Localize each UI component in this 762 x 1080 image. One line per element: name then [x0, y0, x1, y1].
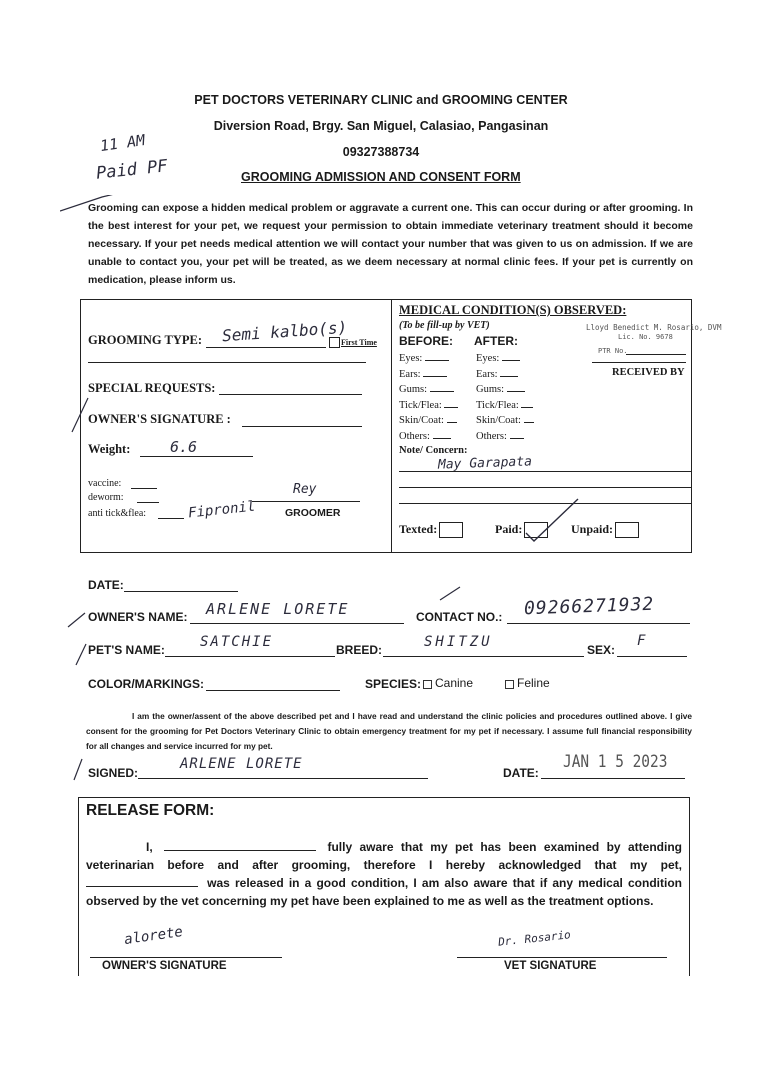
grooming-type-label: GROOMING TYPE:: [88, 333, 203, 347]
unpaid-label: Unpaid:: [571, 522, 614, 536]
tick-owner-sig: [72, 398, 88, 432]
before-skin-coat: Skin/Coat:: [399, 413, 458, 429]
signed-value[interactable]: ARLENE LORETE: [180, 756, 303, 772]
received-by-label: RECEIVED BY: [612, 367, 685, 378]
release-pet-blank[interactable]: [86, 886, 198, 887]
species-label: SPECIES:: [365, 677, 422, 691]
sex-label: SEX:: [587, 643, 616, 657]
owner-signature-value: alorete: [123, 923, 184, 949]
signed-date-label: DATE:: [503, 766, 539, 780]
weight-label: Weight:: [88, 442, 131, 456]
medical-condition-subtitle: (To be fill-up by VET): [399, 320, 490, 331]
before-eyes: Eyes:: [399, 351, 458, 367]
weight-value[interactable]: 6.6: [170, 438, 198, 456]
feline-label: Feline: [517, 676, 550, 690]
groomer-value: Rey: [293, 482, 317, 497]
breed-label: BREED:: [336, 643, 383, 657]
after-eyes: Eyes:: [476, 351, 534, 367]
groomer-label: GROOMER: [285, 507, 341, 519]
paid-label: Paid:: [495, 522, 523, 536]
clinic-phone: 09327388734: [342, 145, 420, 159]
vet-signature-value: Dr. Rosario: [497, 928, 572, 949]
tick-pet-name: [76, 644, 86, 665]
tick-intro: [60, 195, 235, 211]
vet-stamp-license: Lic. No. 9678: [618, 333, 673, 341]
texted-label: Texted:: [399, 522, 438, 536]
note-value[interactable]: May Garapata: [437, 454, 533, 473]
release-text-a: I,: [146, 840, 153, 854]
form-title: GROOMING ADMISSION AND CONSENT FORM: [241, 170, 521, 184]
before-ears: Ears:: [399, 367, 458, 383]
clinic-name: PET DOCTORS VETERINARY CLINIC and GROOMING CENTER: [194, 93, 568, 107]
after-skin-coat: Skin/Coat:: [476, 413, 534, 429]
canine-label: Canine: [435, 676, 474, 690]
special-requests-label: SPECIAL REQUESTS:: [88, 381, 216, 395]
intro-paragraph: Grooming can expose a hidden medical problem or aggravate a current one. This can occur during or after grooming. In the best interest for your pet, we request your permission to obtain immediate veterinary treatment should it become necessary. If your pet needs medical attention we will contact your number that was given to us on admission. If we are unable to contact you, your pet will be treated, as we deem necessary at normal clinic fees. If your pet is currently on medication, please inform us.: [88, 202, 693, 286]
medical-condition-title: MEDICAL CONDITION(S) OBSERVED:: [399, 303, 627, 317]
consent-paragraph: I am the owner/assent of the above described pet and I have read and understand the clinic policies and procedures outlined above. I give consent for the grooming for Pet Doctors Veterinary Clinic to obtain emergency treatment for my pet if necessary. I assume full financial responsibility for all changes and service incurred for my pet.: [86, 711, 692, 751]
after-ears: Ears:: [476, 367, 534, 383]
pet-name-label: PET'S NAME:: [88, 643, 165, 657]
anti-tick-label: anti tick&flea:: [88, 508, 147, 519]
vet-stamp-ptr: PTR No.: [598, 347, 628, 355]
release-paragraph: [86, 838, 682, 910]
vet-stamp-name: Lloyd Benedict M. Rosario, DVM: [586, 323, 722, 332]
before-others: Others:: [399, 429, 458, 445]
anti-tick-value: Fipronil: [187, 498, 257, 522]
color-label: COLOR/MARKINGS:: [88, 677, 204, 691]
release-vet-signature-line[interactable]: [457, 957, 667, 958]
before-gums: Gums:: [399, 382, 458, 398]
after-gums: Gums:: [476, 382, 534, 398]
signed-label: SIGNED:: [88, 766, 139, 780]
pet-name-value[interactable]: SATCHIE: [200, 634, 274, 650]
release-vet-signature-label: VET SIGNATURE: [504, 960, 597, 972]
owner-signature-label: OWNER'S SIGNATURE :: [88, 412, 231, 426]
release-owner-blank[interactable]: [164, 850, 316, 851]
vaccine-label: vaccine:: [88, 478, 122, 489]
before-tick-flea: Tick/Flea:: [399, 398, 458, 414]
date-label: DATE:: [88, 578, 124, 592]
release-text-b: fully aware that my pet has been examined by attending veterinarian before and after grooming, therefore I hereby acknowledged that my pet,: [86, 840, 682, 872]
tick-owner-name: [68, 613, 85, 627]
after-label: AFTER:: [474, 334, 518, 348]
contact-label: CONTACT NO.:: [416, 610, 503, 624]
tick-signed: [74, 759, 82, 780]
margin-tick-marks: [60, 195, 760, 795]
note-label: Note/ Concern:: [399, 445, 468, 456]
sex-value[interactable]: F: [637, 633, 646, 649]
release-title: RELEASE FORM:: [86, 802, 215, 819]
after-tick-flea: Tick/Flea:: [476, 398, 534, 414]
first-time-label: First Time: [341, 338, 377, 347]
tick-contact: [440, 587, 460, 600]
release-owner-signature-label: OWNER'S SIGNATURE: [102, 960, 227, 972]
margin-note-time: 11 AM: [98, 130, 147, 156]
before-label: BEFORE:: [399, 334, 453, 348]
owner-name-label: OWNER'S NAME:: [88, 610, 188, 624]
date-stamp: JAN 1 5 2023: [563, 752, 668, 772]
grooming-type-value[interactable]: Semi kalbo(s): [221, 317, 348, 346]
margin-note-paid: Paid PF: [95, 156, 169, 184]
clinic-address: Diversion Road, Brgy. San Miguel, Calasiao, Pangasinan: [213, 119, 549, 133]
after-others: Others:: [476, 429, 534, 445]
release-text-c: was released in a good condition, I am also aware that if any medical condition observed by the vet concerning my pet have been explained to me as well as the treatment options.: [86, 876, 682, 908]
deworm-label: deworm:: [88, 492, 124, 503]
release-owner-signature-line[interactable]: [90, 957, 282, 958]
contact-value[interactable]: 09266271932: [523, 593, 655, 620]
breed-value[interactable]: SHITZU: [424, 634, 493, 650]
owner-name-value[interactable]: ARLENE LORETE: [206, 600, 350, 618]
